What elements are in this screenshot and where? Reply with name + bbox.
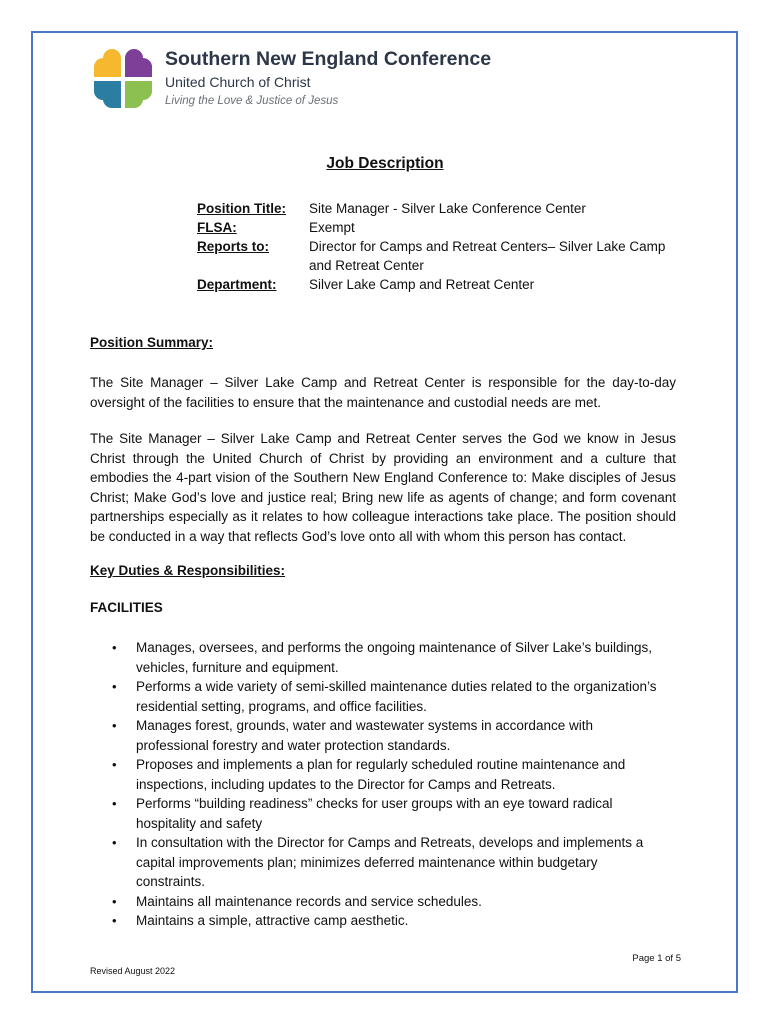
bullet-icon: •	[112, 893, 117, 909]
meta-value: Director for Camps and Retreat Centers– Silver Lake Camp and Retreat Center	[309, 239, 666, 273]
list-item-text: Manages, oversees, and performs the ongoing maintenance of Silver Lake’s buildings, vehicles, furniture and equipment.	[136, 640, 653, 675]
list-item	[108, 755, 668, 794]
position-meta-table	[197, 199, 689, 294]
list-item	[108, 892, 668, 912]
list-item	[108, 677, 668, 716]
summary-paragraph-1: The Site Manager – Silver Lake Camp and Retreat Center is responsible for the day-to-day oversight of the facilities to ensure that the maintenance and custodial needs are met.	[90, 375, 676, 410]
meta-label: Reports to:	[197, 239, 269, 254]
logo-tagline: Living the Love & Justice of Jesus	[165, 95, 339, 107]
meta-row-department	[197, 275, 689, 294]
list-item-text: Proposes and implements a plan for regularly scheduled routine maintenance and inspections, including updates to the Director for Camps and Retreats.	[136, 757, 626, 792]
list-item-text: Maintains all maintenance records and service schedules.	[136, 893, 482, 909]
bullet-icon: •	[112, 796, 117, 811]
list-item	[108, 833, 668, 892]
meta-label: Position Title:	[197, 201, 287, 216]
list-item-text: Manages forest, grounds, water and wastewater systems in accordance with professional forestry and water protection standards.	[136, 718, 593, 753]
list-item	[108, 911, 668, 931]
page-number: Page 1 of 5	[632, 953, 681, 964]
bullet-icon: •	[112, 913, 117, 928]
meta-value: Site Manager - Silver Lake Conference Center	[309, 201, 586, 216]
revised-date: Revised August 2022	[90, 966, 176, 976]
list-item	[108, 794, 668, 833]
key-duties-heading: Key Duties & Responsibilities:	[90, 563, 286, 578]
facilities-heading: FACILITIES	[90, 600, 163, 615]
meta-row-position-title	[197, 199, 689, 218]
meta-row-reports-to	[197, 237, 689, 275]
facilities-duties-list	[108, 638, 668, 931]
list-item-text: In consultation with the Director for Camps and Retreats, develops and implements a capital improvements plan; minimizes deferred maintenance within budgetary constraints.	[136, 835, 644, 889]
bullet-icon: •	[112, 679, 117, 694]
yellow-heart-icon	[94, 49, 121, 77]
bullet-icon: •	[112, 757, 117, 772]
bullet-icon: •	[112, 718, 117, 733]
list-item	[108, 638, 668, 677]
hearts-logo-icon	[90, 46, 156, 112]
meta-label: Department:	[197, 277, 277, 292]
meta-row-flsa	[197, 218, 689, 237]
list-item-text: Performs a wide variety of semi-skilled maintenance duties related to the organization’s residential setting, programs, and office facilities.	[136, 679, 657, 714]
logo-subtitle: United Church of Christ	[165, 74, 311, 90]
meta-label: FLSA:	[197, 220, 237, 235]
summary-paragraph-2: The Site Manager – Silver Lake Camp and Retreat Center serves the God we know in Jesus Christ through the United Church of Christ by providing an environment and a culture that embodies the 4-part vision of the Southern New England Conference to: Make disciples of Jesus Christ; Make God’s love and justice real; Bring new life as agents of change; and form covenant partnerships especially as it relates to how colleague interactions take place. The position should be conducted in a way that reflects God’s love onto all with whom this person has contact.	[90, 431, 676, 544]
green-heart-icon	[125, 81, 152, 108]
blue-heart-icon	[94, 81, 121, 108]
bullet-icon: •	[112, 640, 117, 655]
meta-value: Silver Lake Camp and Retreat Center	[309, 277, 535, 292]
list-item	[108, 716, 668, 755]
meta-value: Exempt	[309, 220, 355, 235]
logo-title: Southern New England Conference	[165, 48, 492, 70]
position-summary-heading: Position Summary:	[90, 335, 214, 350]
bullet-icon: •	[112, 835, 117, 850]
purple-heart-icon	[125, 49, 152, 77]
list-item-text: Maintains a simple, attractive camp aesthetic.	[136, 913, 409, 928]
document-title: Job Description	[326, 155, 444, 172]
conference-logo	[90, 44, 490, 116]
list-item-text: Performs “building readiness” checks for user groups with an eye toward radical hospitality and safety	[136, 796, 613, 831]
